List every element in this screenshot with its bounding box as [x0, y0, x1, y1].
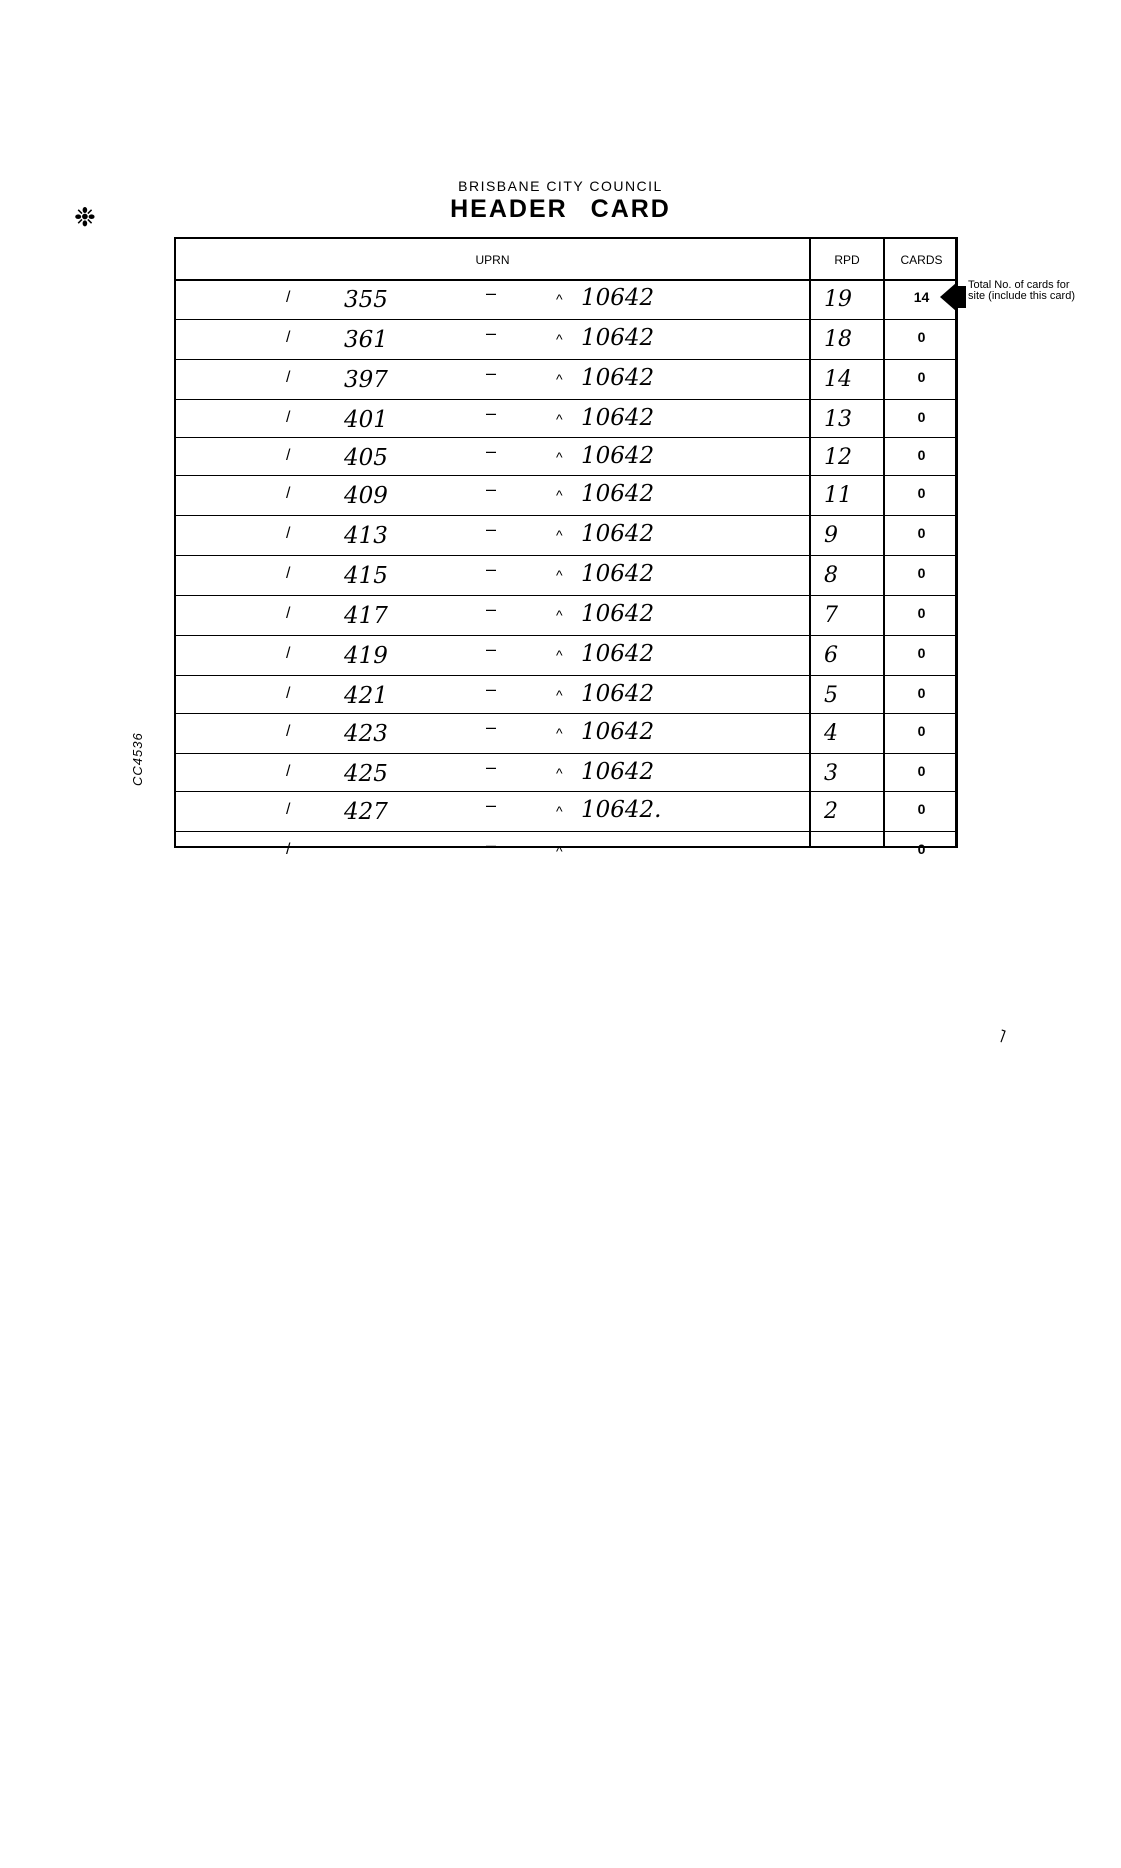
uprn-value: 10642	[581, 601, 655, 627]
address-number: 415	[344, 563, 388, 589]
address-number: 397	[344, 367, 388, 393]
row-caret: ^	[556, 765, 563, 781]
row-dash: –	[486, 757, 497, 777]
row-slash: /	[286, 841, 291, 858]
table-header	[176, 239, 955, 281]
row-dash: –	[486, 679, 497, 699]
uprn-value: 10642	[581, 561, 655, 587]
address-number: 361	[344, 327, 388, 353]
row-caret: ^	[556, 371, 563, 387]
uprn-value: 10642	[581, 681, 655, 707]
table-row	[176, 515, 955, 556]
column-header-rpd: RPD	[834, 253, 860, 267]
table-row	[176, 791, 955, 832]
rpd-value: 7	[824, 603, 838, 628]
row-slash: /	[286, 763, 291, 780]
cards-value: 0	[917, 329, 926, 345]
row-slash: /	[286, 605, 291, 622]
table-row	[176, 399, 955, 438]
uprn-value: 10642	[581, 481, 655, 507]
row-dash: –	[486, 519, 497, 539]
rpd-value: 13	[824, 407, 852, 432]
row-caret: ^	[556, 647, 563, 663]
row-slash: /	[286, 329, 291, 346]
row-dash: –	[486, 283, 497, 303]
address-number: 427	[344, 799, 388, 825]
row-dash: –	[486, 479, 497, 499]
uprn-value: 10642	[581, 325, 655, 351]
row-slash: /	[286, 645, 291, 662]
row-caret: ^	[556, 725, 563, 741]
row-slash: /	[286, 447, 291, 464]
row-slash: /	[286, 369, 291, 386]
council-crest-icon: ❉	[74, 202, 96, 232]
row-dash: –	[486, 639, 497, 659]
scan-speck-mark: ˥	[994, 1025, 1009, 1047]
card-title: HEADER CARD	[450, 195, 671, 223]
cards-value: 0	[917, 685, 926, 701]
row-slash: /	[286, 565, 291, 582]
row-caret: ^	[556, 527, 563, 543]
address-number: 409	[344, 483, 388, 509]
row-caret: ^	[556, 843, 563, 859]
cards-value: 0	[917, 525, 926, 541]
table-row	[176, 555, 955, 596]
cards-value: 0	[917, 801, 926, 817]
row-caret: ^	[556, 449, 563, 465]
rpd-value: 18	[824, 327, 852, 352]
address-number: 421	[344, 683, 388, 709]
row-dash: –	[486, 403, 497, 423]
row-dash: –	[486, 363, 497, 383]
rpd-value: 8	[824, 563, 838, 588]
cards-value: 0	[917, 645, 926, 661]
table-row	[176, 713, 955, 754]
uprn-value: 10642	[581, 521, 655, 547]
rpd-value: 11	[824, 483, 852, 508]
column-header-uprn: UPRN	[475, 253, 510, 267]
form-code: CC4536	[130, 732, 145, 786]
row-dash: –	[486, 559, 497, 579]
row-slash: /	[286, 723, 291, 740]
table-row	[176, 595, 955, 636]
row-dash: –	[486, 717, 497, 737]
uprn-value: 10642	[581, 443, 655, 469]
address-number: 417	[344, 603, 388, 629]
table-row	[176, 635, 955, 676]
row-caret: ^	[556, 607, 563, 623]
council-name: BRISBANE CITY COUNCIL	[458, 178, 663, 194]
cards-value: 0	[917, 369, 926, 385]
table-row	[176, 831, 955, 869]
table-row	[176, 475, 955, 516]
row-slash: /	[286, 409, 291, 426]
row-caret: ^	[556, 803, 563, 819]
cards-value: 0	[917, 565, 926, 581]
cards-value: 0	[917, 763, 926, 779]
row-slash: /	[286, 485, 291, 502]
address-number: 425	[344, 761, 388, 787]
address-number: 419	[344, 643, 388, 669]
table-row	[176, 437, 955, 476]
address-number: 405	[344, 445, 388, 471]
cards-value: 0	[917, 841, 926, 857]
uprn-value: 10642	[581, 405, 655, 431]
table-row	[176, 359, 955, 400]
uprn-value: 10642	[581, 719, 655, 745]
rpd-value: 4	[824, 721, 838, 746]
address-number: 423	[344, 721, 388, 747]
table-row	[176, 279, 955, 320]
row-dash: –	[486, 441, 497, 461]
cards-value: 0	[917, 447, 926, 463]
rpd-value: 12	[824, 445, 852, 470]
cards-value: 14	[913, 289, 930, 305]
row-caret: ^	[556, 411, 563, 427]
uprn-value: 10642	[581, 641, 655, 667]
row-caret: ^	[556, 487, 563, 503]
cards-value: 0	[917, 605, 926, 621]
table-row	[176, 675, 955, 714]
table-row	[176, 319, 955, 360]
header-card-table	[174, 237, 958, 859]
uprn-value: 10642	[581, 365, 655, 391]
column-header-cards: CARDS	[900, 253, 943, 267]
row-slash: /	[286, 289, 291, 306]
table-row	[176, 753, 955, 792]
rpd-value: 19	[824, 287, 852, 312]
row-caret: ^	[556, 291, 563, 307]
cards-value: 0	[917, 409, 926, 425]
pointer-arrow-icon	[940, 283, 956, 311]
rpd-value: 3	[824, 761, 838, 786]
address-number: 413	[344, 523, 388, 549]
address-number: 401	[344, 407, 388, 433]
uprn-value: 10642	[581, 759, 655, 785]
cards-value: 0	[917, 485, 926, 501]
rpd-value: 2	[824, 799, 838, 824]
row-slash: /	[286, 685, 291, 702]
address-number: 355	[344, 287, 388, 313]
row-slash: /	[286, 525, 291, 542]
row-dash: –	[486, 835, 497, 855]
uprn-value: 10642.	[581, 797, 662, 823]
pointer-arrow-shaft	[956, 286, 966, 308]
row-slash: /	[286, 801, 291, 818]
rpd-value: 6	[824, 643, 838, 668]
row-caret: ^	[556, 567, 563, 583]
cards-value: 0	[917, 723, 926, 739]
row-dash: –	[486, 599, 497, 619]
rpd-value: 14	[824, 367, 852, 392]
cards-total-note: Total No. of cards for site (include this card)	[968, 279, 1075, 302]
row-dash: –	[486, 323, 497, 343]
row-dash: –	[486, 795, 497, 815]
rpd-value: 9	[824, 523, 838, 548]
row-caret: ^	[556, 331, 563, 347]
rpd-value: 5	[824, 683, 838, 708]
row-caret: ^	[556, 687, 563, 703]
uprn-value: 10642	[581, 285, 655, 311]
